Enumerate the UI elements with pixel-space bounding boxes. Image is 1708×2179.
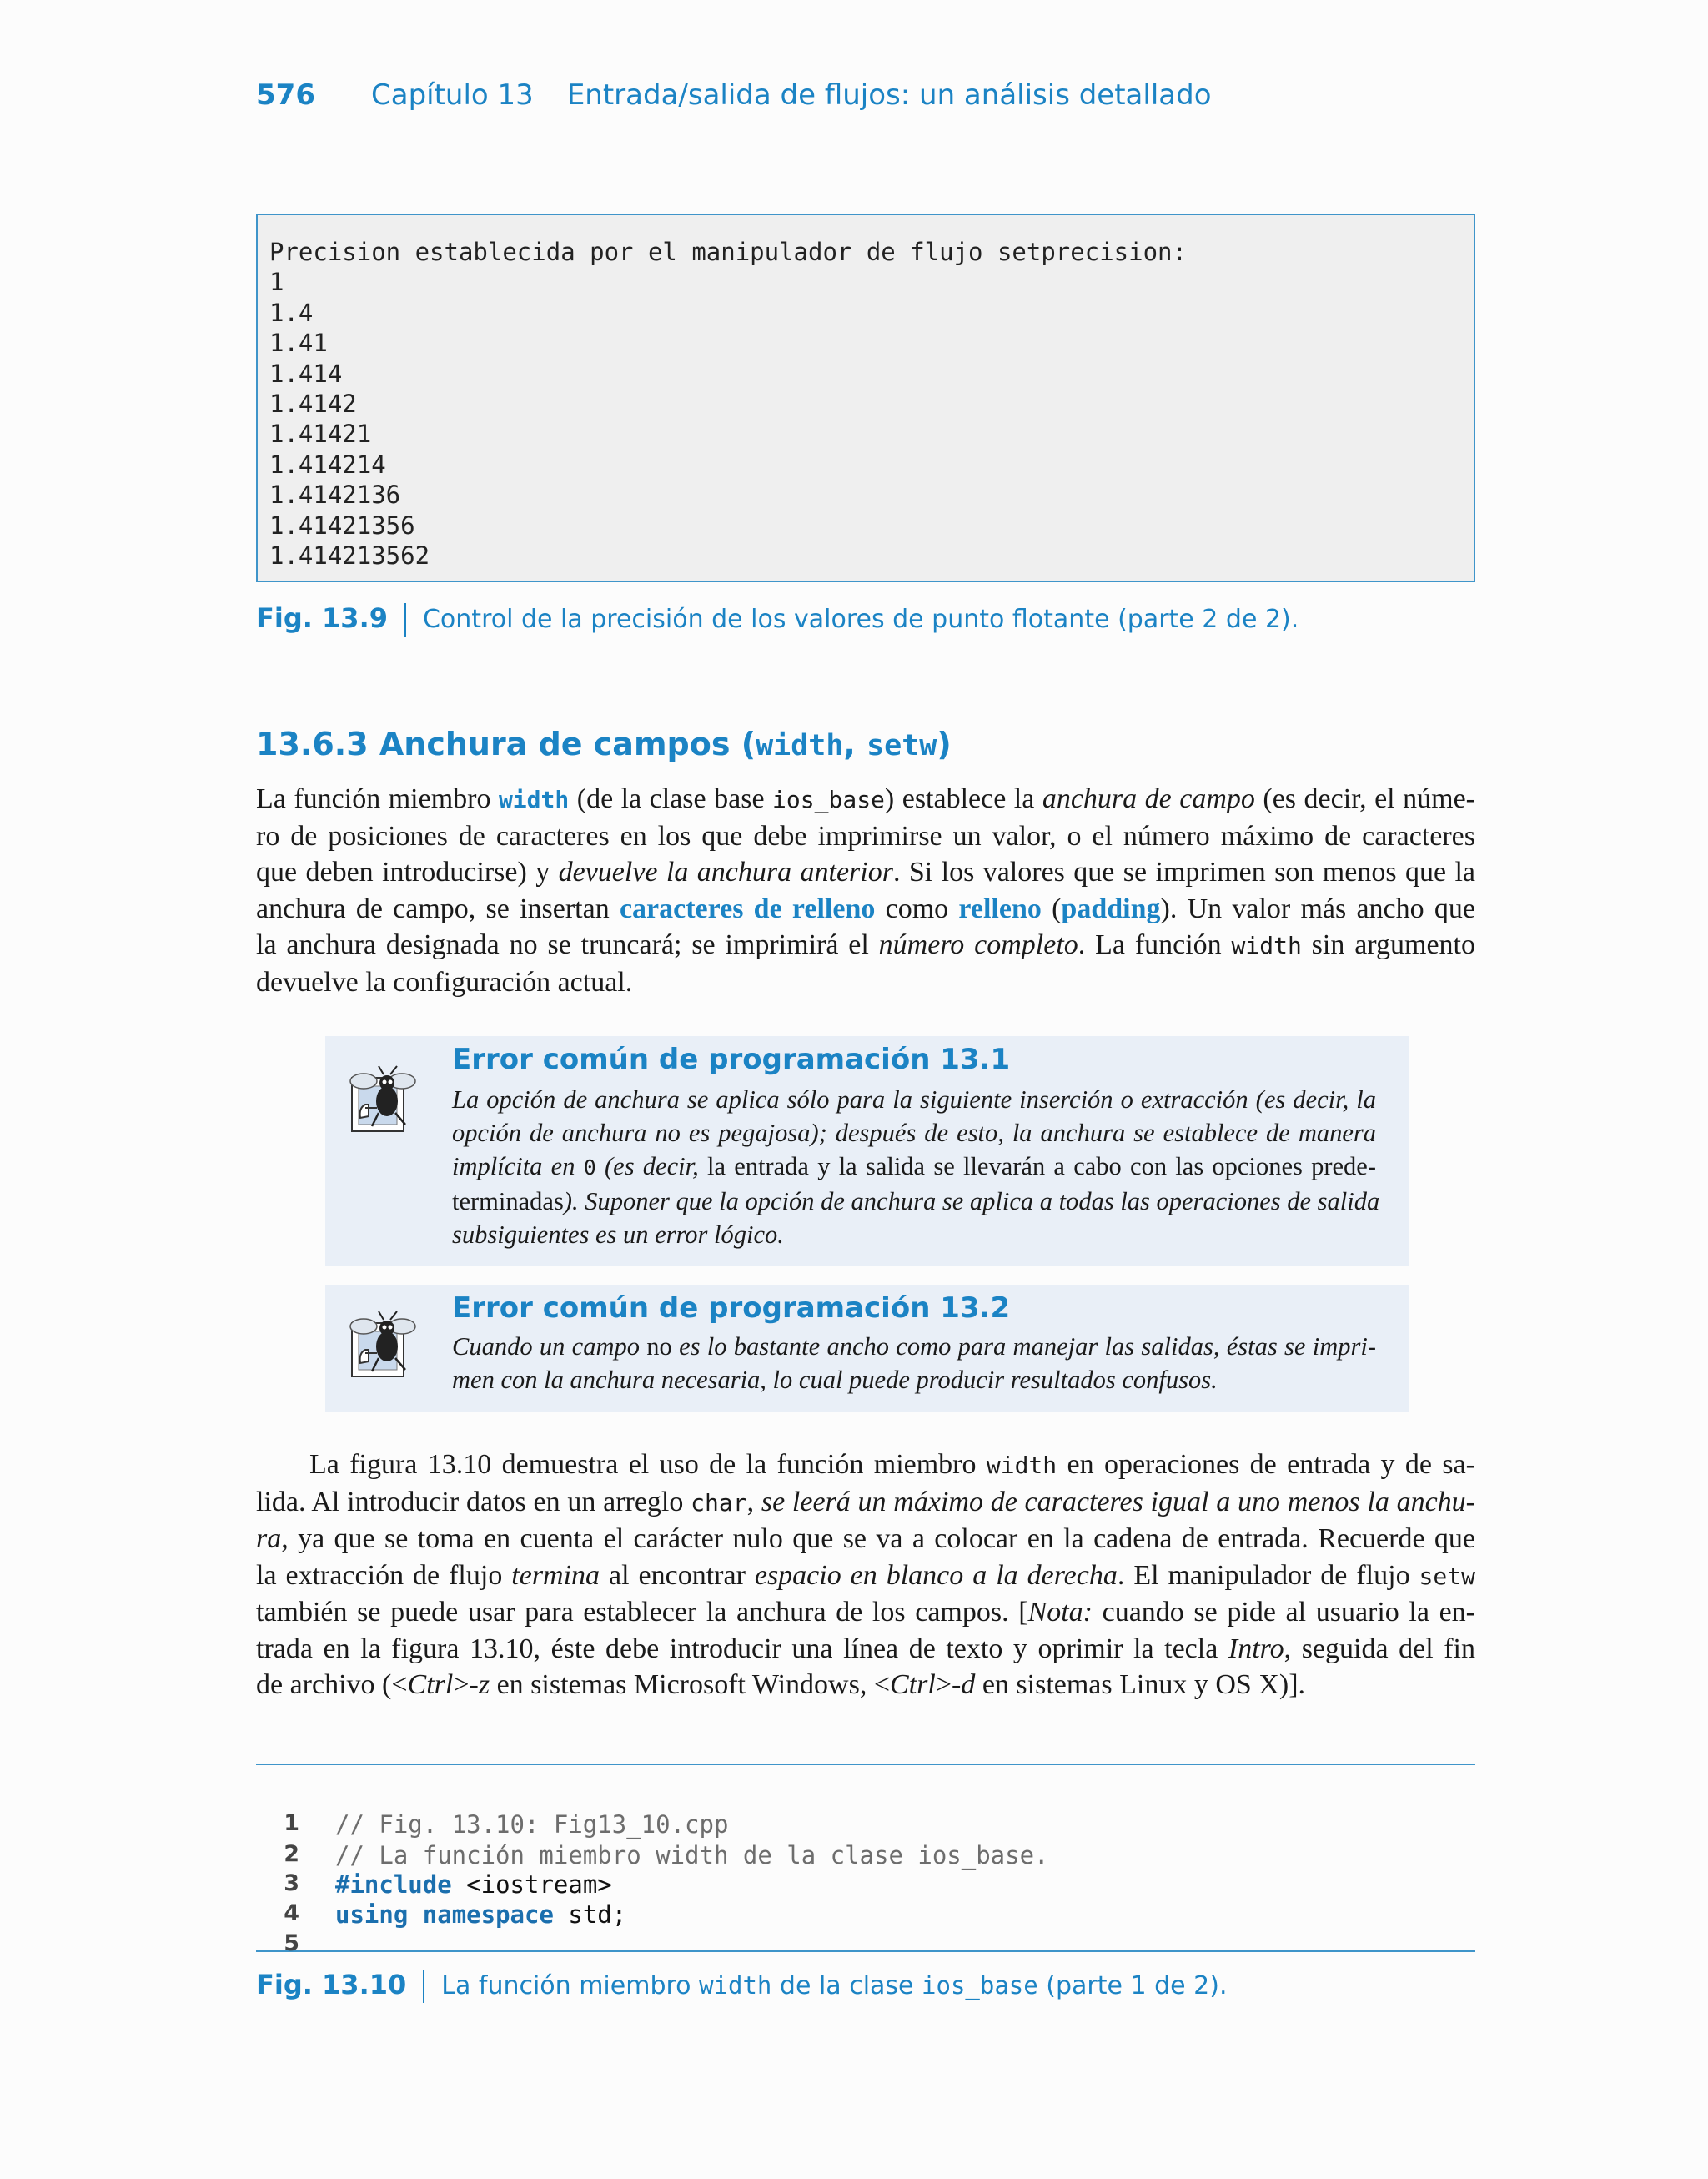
bug-thumbs-down-icon <box>347 1061 424 1138</box>
tip-line: subsiguientes es un error lógico. <box>452 1220 784 1249</box>
body-paragraph-1 <box>256 781 1475 1000</box>
program-output-box <box>256 214 1475 582</box>
code-comment: // Fig. 13.10: Fig13_10.cpp <box>335 1810 729 1839</box>
paragraph-line: devuelve la configuración actual. <box>256 966 633 998</box>
paragraph-line: anchura de campo, se insertan caracteres de relleno como relleno (padding). Un valor más ancho que <box>256 893 1475 924</box>
tip-title: Error común de programación 13.1 <box>452 1043 1011 1076</box>
body-paragraph-2 <box>256 1447 1475 1703</box>
output-line: 1.41421356 <box>269 511 415 540</box>
tip-line: implícita en 0 (es decir, la entrada y la salida se llevarán a cabo con las opciones prede- <box>452 1152 1376 1180</box>
caption-divider <box>404 603 406 637</box>
inline-code: width <box>1231 932 1302 959</box>
key-term: caracteres de relleno <box>619 893 876 924</box>
line-number: 2 <box>284 1841 299 1867</box>
figure-label: Fig. 13.10 <box>256 1969 407 2000</box>
output-line: 1.414214 <box>269 450 386 479</box>
page-number: 576 <box>256 78 315 112</box>
inline-code: char <box>691 1488 747 1517</box>
tip-line: men con la anchura necesaria, lo cual puede producir resultados confusos. <box>452 1366 1218 1394</box>
code-keyword: #include <box>335 1870 452 1899</box>
line-number: 1 <box>284 1810 299 1836</box>
common-error-tip-13-2 <box>325 1285 1409 1412</box>
code-keyword: namespace <box>422 1900 554 1929</box>
code-listing <box>256 1764 1475 1956</box>
output-line: 1.41421 <box>269 420 372 449</box>
key-term: relleno <box>958 893 1042 924</box>
line-number: 3 <box>284 1870 299 1896</box>
figure-caption-13-10 <box>256 1969 1227 2003</box>
tip-line: La opción de anchura se aplica sólo para la siguiente inserción o extracción (es decir, la <box>452 1085 1376 1114</box>
output-line: 1.4142136 <box>269 481 401 510</box>
code-line <box>256 1842 612 1899</box>
heading-text: ) <box>937 726 952 762</box>
tip-body <box>452 1330 1376 1396</box>
line-number: 4 <box>284 1900 299 1926</box>
bug-thumbs-down-icon <box>347 1306 424 1383</box>
heading-text: , <box>843 726 867 762</box>
paragraph-line: la anchura designada no se truncará; se imprimirá el número completo. La función width sin argumento <box>256 929 1475 960</box>
code-line <box>256 1782 729 1839</box>
output-line: 1.41 <box>269 329 328 358</box>
running-header <box>256 78 1212 112</box>
output-line: 1 <box>269 268 284 297</box>
inline-code: 0 <box>583 1155 596 1180</box>
figure-caption-text: La función miembro width de la clase ios_base (parte 1 de 2). <box>441 1971 1228 2000</box>
inline-code: width <box>699 1971 772 2000</box>
paragraph-line: trada en la figura 13.10, éste debe introducir una línea de texto y oprimir la tecla Intro, seguida del fin <box>256 1633 1475 1664</box>
tip-line: terminadas). Suponer que la opción de anchura se aplica a todas las operaciones de salida <box>452 1187 1380 1215</box>
output-line: 1.414 <box>269 359 343 388</box>
code-text: std; <box>553 1900 627 1929</box>
chapter-title: Entrada/salida de flujos: un análisis detallado <box>566 78 1212 112</box>
paragraph-line: de archivo (<Ctrl>-z en sistemas Microsoft Windows, <Ctrl>-d en sistemas Linux y OS X)]. <box>256 1669 1306 1700</box>
code-line <box>256 1902 314 1956</box>
figure-caption-text: Control de la precisión de los valores de punto flotante (parte 2 de 2). <box>422 605 1299 634</box>
paragraph-line: que deben introducirse) y devuelve la anchura anterior. Si los valores que se imprimen son menos que la <box>256 857 1475 888</box>
heading-code: setw <box>867 729 937 762</box>
line-number: 5 <box>284 1930 299 1956</box>
paragraph-line: lida. Al introducir datos en un arreglo char, se leerá un máximo de caracteres igual a uno menos la anchu- <box>256 1486 1475 1517</box>
chapter-label: Capítulo 13 <box>371 78 534 112</box>
section-heading <box>256 726 952 762</box>
code-keyword: using <box>335 1900 409 1929</box>
heading-code: width <box>756 729 844 762</box>
inline-code: width <box>498 786 570 813</box>
figure-label: Fig. 13.9 <box>256 602 388 634</box>
paragraph-line: ra, ya que se toma en cuenta el carácter nulo que se va a colocar en la cadena de entrada. Recuerde que <box>256 1523 1475 1554</box>
output-line: Precision establecida por el manipulador de flujo setprecision: <box>269 238 1187 266</box>
paragraph-line: La función miembro width (de la clase base ios_base) establece la anchura de campo (es decir, el núme- <box>256 783 1475 814</box>
output-line: 1.4 <box>269 298 314 327</box>
code-comment: // La función miembro width de la clase ios_base. <box>335 1841 1049 1870</box>
tip-line: Cuando un campo no es lo bastante ancho como para manejar las salidas, éstas se impri- <box>452 1332 1376 1361</box>
paragraph-line: La figura 13.10 demuestra el uso de la función miembro width en operaciones de entrada y de sa- <box>309 1449 1475 1480</box>
output-line: 1.414213562 <box>269 541 430 571</box>
paragraph-line: la extracción de flujo termina al encontrar espacio en blanco a la derecha. El manipulador de flujo setw <box>256 1559 1475 1591</box>
tip-body <box>452 1083 1380 1251</box>
common-error-tip-13-1 <box>325 1036 1409 1266</box>
inline-code: setw <box>1419 1562 1475 1590</box>
key-term: padding <box>1061 893 1161 924</box>
paragraph-line: también se puede usar para establecer la anchura de los campos. [Nota: cuando se pide al usuario la en- <box>256 1597 1476 1628</box>
figure-caption-13-9 <box>256 602 1299 637</box>
tip-title: Error común de programación 13.2 <box>452 1291 1011 1325</box>
code-text: <iostream> <box>451 1870 612 1899</box>
inline-code: ios_base <box>772 786 885 813</box>
output-line: 1.4142 <box>269 390 357 419</box>
heading-text: 13.6.3 Anchura de campos ( <box>256 726 756 762</box>
inline-code: width <box>986 1452 1057 1479</box>
paragraph-line: ro de posiciones de caracteres en los que debe imprimirse un valor, o el número máximo de caracteres <box>256 820 1475 852</box>
inline-code: ios_base <box>922 1971 1038 2000</box>
caption-divider <box>423 1970 424 2003</box>
tip-line: opción de anchura no es pegajosa); después de esto, la anchura se establece de manera <box>452 1119 1376 1147</box>
